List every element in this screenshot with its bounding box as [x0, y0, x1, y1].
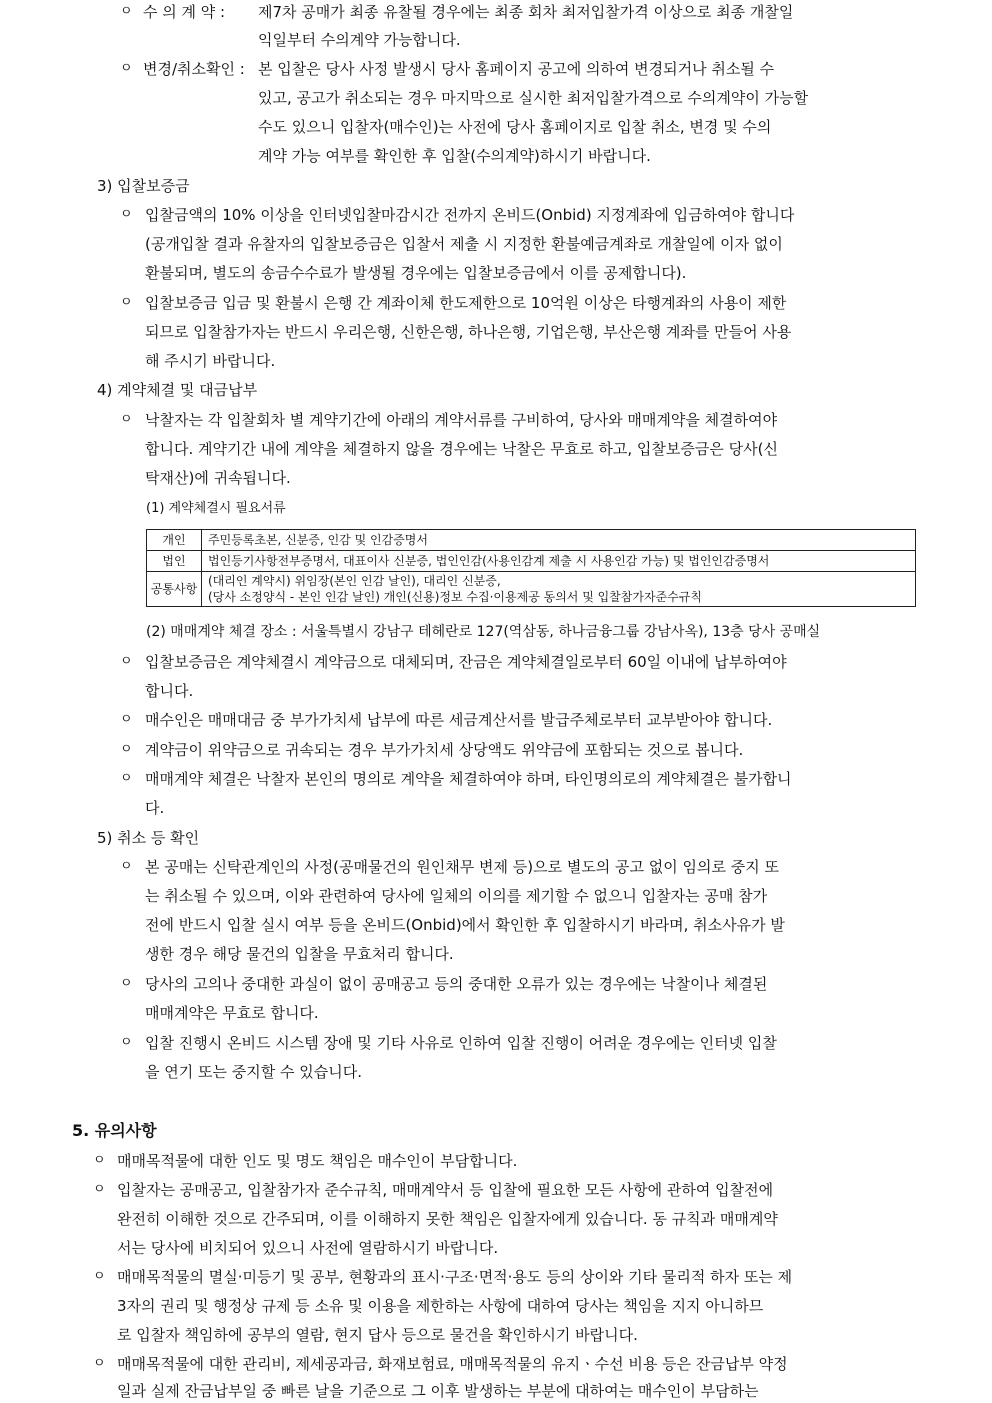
- contract-text: 매매계약 체결은 낙찰자 본인의 명의로 계약을 체결하여야 하며, 타인명의로의 계약체결은 불가합니: [145, 770, 792, 788]
- notice-text: 일과 실제 잔금납부일 중 빠른 날을 기준으로 그 이후 발생하는 부분에 대하여는 매수인이 부담하는: [117, 1382, 759, 1400]
- bullet-icon: ㅇ: [120, 859, 133, 874]
- notice-text: 3자의 권리 및 행정상 규제 등 소유 및 이용을 제한하는 사항에 대하여 당사는 책임을 지지 아니하므: [117, 1297, 764, 1315]
- subsection-heading: 4) 계약체결 및 대금납부: [97, 381, 258, 399]
- table-row: [147, 530, 916, 551]
- change-cancel-label: 변경/취소확인 :: [143, 60, 245, 78]
- cancel-text: 매매계약은 무효로 합니다.: [145, 1004, 319, 1022]
- subsection-heading: 3) 입찰보증금: [97, 177, 190, 195]
- deposit-text: 입찰금액의 10% 이상을 인터넷입찰마감시간 전까지 온비드(Onbid) 지정계좌에 입금하여야 합니다: [145, 206, 795, 224]
- contract-text: 다.: [145, 799, 165, 817]
- table-key-cell: 공통사항: [147, 572, 202, 607]
- private-contract-label: 수 의 계 약 :: [143, 3, 226, 21]
- table-key-cell: 개인: [147, 530, 202, 551]
- private-contract-text: 제7차 공매가 최종 유찰될 경우에는 최종 회차 최저입찰가격 이상으로 최종 개찰일: [258, 3, 794, 21]
- cancel-text: 입찰 진행시 온비드 시스템 장애 및 기타 사유로 인하여 입찰 진행이 어려운 경우에는 인터넷 입찰: [145, 1034, 777, 1052]
- contract-place-text: (2) 매매계약 체결 장소 : 서울특별시 강남구 테헤란로 127(역삼동, 하나금융그룹 강남사옥), 13층 당사 공매실: [146, 624, 821, 640]
- required-docs-title: (1) 계약체결시 필요서류: [146, 501, 286, 516]
- bullet-icon: ㅇ: [120, 976, 133, 991]
- deposit-text: 환불되며, 별도의 송금수수료가 발생될 경우에는 입찰보증금에서 이를 공제합니다).: [145, 264, 687, 282]
- bullet-icon: ㅇ: [120, 654, 133, 669]
- bullet-icon: ㅇ: [120, 1035, 133, 1050]
- notice-text: 완전히 이해한 것으로 간주되며, 이를 이해하지 못한 책임은 입찰자에게 있습니다. 동 규칙과 매매계약: [117, 1210, 778, 1228]
- bullet-icon: ㅇ: [120, 61, 133, 76]
- subsection-heading: 5) 취소 등 확인: [97, 829, 200, 847]
- required-docs-table: [146, 529, 916, 607]
- table-value-cell: (대리인 계약시) 위임장(본인 인감 날인), 대리인 신분증, (당사 소정양식 - 본인 인감 날인) 개인(신용)정보 수집·이용제공 동의서 및 입찰참가자준수규칙: [202, 572, 916, 607]
- notice-text: 로 입찰자 책임하에 공부의 열람, 현지 답사 등으로 물건을 확인하시기 바랍니다.: [117, 1326, 638, 1344]
- change-cancel-text: 본 입찰은 당사 사정 발생시 당사 홈페이지 공고에 의하여 변경되거나 취소될 수: [258, 60, 775, 78]
- table-value-cell: 법인등기사항전부증명서, 대표이사 신분증, 법인인감(사용인감계 제출 시 사용인감 가능) 및 법인인감증명서: [202, 551, 916, 572]
- bullet-icon: ㅇ: [120, 207, 133, 222]
- bullet-icon: ㅇ: [120, 4, 133, 19]
- table-row: [147, 572, 916, 607]
- bullet-icon: ㅇ: [120, 742, 133, 757]
- bullet-icon: ㅇ: [120, 771, 133, 786]
- notice-text: 서는 당사에 비치되어 있으니 사전에 열람하시기 바랍니다.: [117, 1239, 499, 1257]
- private-contract-text: 익일부터 수의계약 가능합니다.: [258, 31, 461, 49]
- contract-text: 입찰보증금은 계약체결시 계약금으로 대체되며, 잔금은 계약체결일로부터 60일 이내에 납부하여야: [145, 653, 787, 671]
- deposit-text: 해 주시기 바랍니다.: [145, 352, 276, 370]
- notice-text: 매매목적물의 멸실·미등기 및 공부, 현황과의 표시·구조·면적·용도 등의 상이와 기타 물리적 하자 또는 제: [117, 1268, 793, 1286]
- bullet-icon: ㅇ: [93, 1182, 106, 1197]
- notice-text: 매매목적물에 대한 인도 및 명도 책임은 매수인이 부담합니다.: [117, 1152, 518, 1170]
- contract-text: 매수인은 매매대금 중 부가가치세 납부에 따른 세금계산서를 발급주체로부터 교부받아야 합니다.: [145, 711, 773, 729]
- cancel-text: 을 연기 또는 중지할 수 있습니다.: [145, 1063, 362, 1081]
- bullet-icon: ㅇ: [120, 412, 133, 427]
- contract-intro-text: 낙찰자는 각 입찰회차 별 계약기간에 아래의 계약서류를 구비하여, 당사와 매매계약을 체결하여야: [145, 411, 778, 429]
- cancel-text: 당사의 고의나 중대한 과실이 없이 공매공고 등의 중대한 오류가 있는 경우에는 낙찰이나 체결된: [145, 975, 768, 993]
- notice-text: 입찰자는 공매공고, 입찰참가자 준수규칙, 매매계약서 등 입찰에 필요한 모든 사항에 관하여 입찰전에: [117, 1181, 774, 1199]
- bullet-icon: ㅇ: [93, 1269, 106, 1284]
- cancel-text: 는 취소될 수 있으며, 이와 관련하여 당사에 일체의 이의를 제기할 수 없으니 입찰자는 공매 참가: [145, 887, 768, 905]
- bullet-icon: ㅇ: [93, 1356, 106, 1371]
- deposit-text: (공개입찰 결과 유찰자의 입찰보증금은 입찰서 제출 시 지정한 환불예금계좌로 개찰일에 이자 없이: [145, 235, 783, 253]
- change-cancel-text: 계약 가능 여부를 확인한 후 입찰(수의계약)하시기 바랍니다.: [258, 147, 651, 165]
- table-value-cell: 주민등록초본, 신분증, 인감 및 인감증명서: [202, 530, 916, 551]
- notice-text: 매매목적물에 대한 관리비, 제세공과금, 화재보험료, 매매목적물의 유지ㆍ수선 비용 등은 잔금납부 약정: [117, 1355, 788, 1373]
- contract-intro-text: 합니다. 계약기간 내에 계약을 체결하지 않을 경우에는 낙찰은 무효로 하고, 입찰보증금은 당사(신: [145, 440, 778, 458]
- table-row: [147, 551, 916, 572]
- section-heading: 5. 유의사항: [72, 1121, 157, 1140]
- bullet-icon: ㅇ: [120, 295, 133, 310]
- deposit-text: 입찰보증금 입금 및 환불시 은행 간 계좌이체 한도제한으로 10억원 이상은 타행계좌의 사용이 제한: [145, 294, 787, 312]
- bullet-icon: ㅇ: [120, 712, 133, 727]
- change-cancel-text: 있고, 공고가 취소되는 경우 마지막으로 실시한 최저입찰가격으로 수의계약이 가능할: [258, 89, 809, 107]
- table-key-cell: 법인: [147, 551, 202, 572]
- cancel-text: 본 공매는 신탁관계인의 사정(공매물건의 원인채무 변제 등)으로 별도의 공고 없이 임의로 중지 또: [145, 858, 780, 876]
- bullet-icon: ㅇ: [93, 1153, 106, 1168]
- contract-text: 계약금이 위약금으로 귀속되는 경우 부가가치세 상당액도 위약금에 포함되는 것으로 봅니다.: [145, 741, 744, 759]
- cancel-text: 전에 반드시 입찰 실시 여부 등을 온비드(Onbid)에서 확인한 후 입찰하시기 바라며, 취소사유가 발: [145, 916, 785, 934]
- deposit-text: 되므로 입찰참가자는 반드시 우리은행, 신한은행, 하나은행, 기업은행, 부산은행 계좌를 만들어 사용: [145, 323, 792, 341]
- change-cancel-text: 수도 있으니 입찰자(매수인)는 사전에 당사 홈페이지로 입찰 취소, 변경 및 수의: [258, 118, 772, 136]
- contract-intro-text: 탁재산)에 귀속됩니다.: [145, 469, 291, 487]
- cancel-text: 생한 경우 해당 물건의 입찰을 무효처리 합니다.: [145, 945, 454, 963]
- contract-text: 합니다.: [145, 682, 194, 700]
